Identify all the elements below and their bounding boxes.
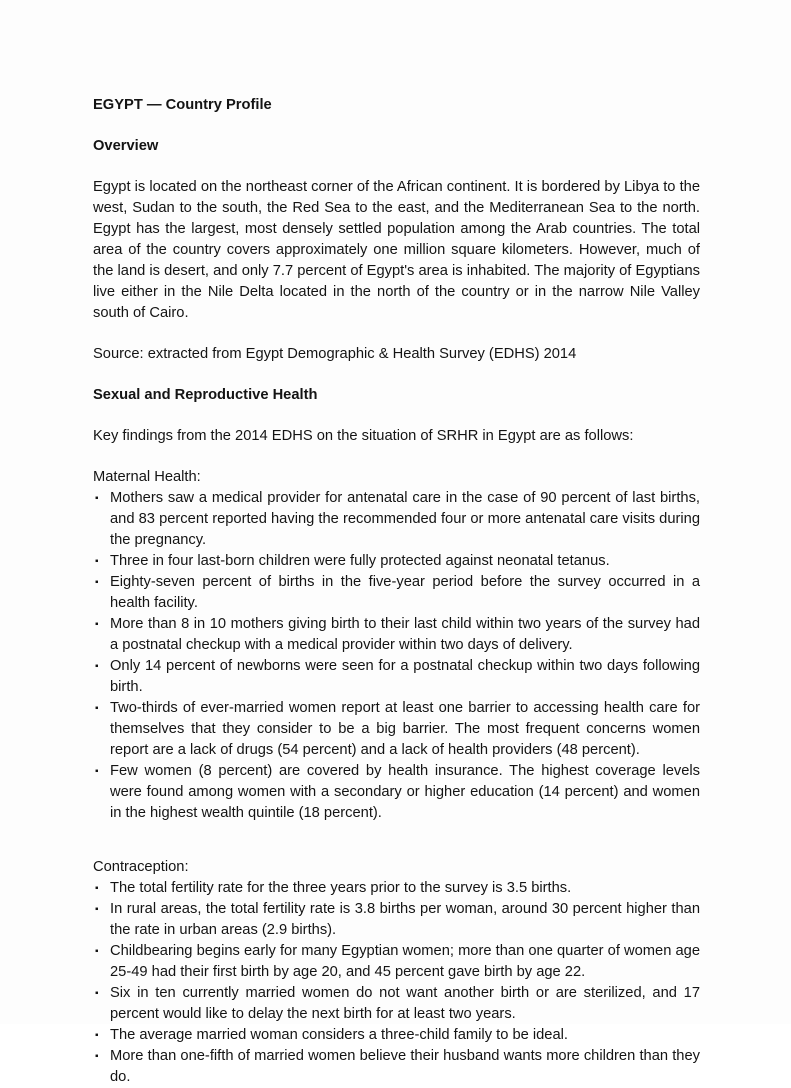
list-item-text: Three in four last-born children were fully protected against neonatal tetanus. bbox=[110, 553, 610, 569]
bullet-icon: ▪ bbox=[95, 703, 99, 714]
list-item bbox=[93, 551, 700, 572]
bullet-icon: ▪ bbox=[95, 766, 99, 777]
key-findings-intro: Key findings from the 2014 EDHS on the situation of SRHR in Egypt are as follows: bbox=[93, 428, 634, 444]
list-item bbox=[93, 941, 700, 983]
bullet-icon: ▪ bbox=[95, 883, 99, 894]
bullet-icon: ▪ bbox=[95, 904, 99, 915]
list-item bbox=[93, 899, 700, 941]
list-item-text: Eighty-seven percent of births in the five-year period before the survey occurred in a health facility. bbox=[110, 574, 700, 611]
list-item bbox=[93, 1025, 700, 1046]
contraception-list bbox=[93, 878, 700, 1088]
bullet-icon: ▪ bbox=[95, 1030, 99, 1041]
list-item-text: In rural areas, the total fertility rate is 3.8 births per woman, around 30 percent higher than the rate in urban areas (2.9 births). bbox=[110, 901, 700, 938]
bullet-icon: ▪ bbox=[95, 577, 99, 588]
source-line: Source: extracted from Egypt Demographic & Health Survey (EDHS) 2014 bbox=[93, 346, 577, 362]
list-item bbox=[93, 878, 700, 899]
list-item-text: The average married woman considers a three-child family to be ideal. bbox=[110, 1027, 568, 1043]
list-item bbox=[93, 488, 700, 551]
bullet-icon: ▪ bbox=[95, 1051, 99, 1062]
list-item bbox=[93, 1046, 700, 1088]
list-item-text: Two-thirds of ever-married women report at least one barrier to accessing health care for themselves that they consider to be a big barrier. The most frequent concerns women report are a lack of drugs (54 percent) and a lack of health providers (48 percent). bbox=[110, 700, 700, 758]
bullet-icon: ▪ bbox=[95, 988, 99, 999]
list-item-text: The total fertility rate for the three years prior to the survey is 3.5 births. bbox=[110, 880, 572, 896]
list-item bbox=[93, 983, 700, 1025]
list-item bbox=[93, 698, 700, 761]
srh-heading: Sexual and Reproductive Health bbox=[93, 387, 318, 403]
list-item bbox=[93, 656, 700, 698]
list-item bbox=[93, 614, 700, 656]
list-item-text: More than 8 in 10 mothers giving birth to their last child within two years of the survey had a postnatal checkup with a medical provider within two days of delivery. bbox=[110, 616, 700, 653]
overview-paragraph: Egypt is located on the northeast corner of the African continent. It is bordered by Libya to the west, Sudan to the south, the Red Sea to the east, and the Mediterranean Sea to the north. Egypt has the largest, most densely settled population among the Arab countries. The total area of the country covers approximately one million square kilometers. However, much of the land is desert, and only 7.7 percent of Egypt's area is inhabited. The majority of Egyptians live either in the Nile Delta located in the north of the country or in the narrow Nile Valley south of Cairo. bbox=[93, 179, 700, 321]
list-item bbox=[93, 572, 700, 614]
document-title: EGYPT — Country Profile bbox=[93, 97, 272, 113]
bullet-icon: ▪ bbox=[95, 946, 99, 957]
list-item-text: Mothers saw a medical provider for antenatal care in the case of 90 percent of last births, and 83 percent reported having the recommended four or more antenatal care visits during the pregnancy. bbox=[110, 490, 700, 548]
contraception-label: Contraception: bbox=[93, 859, 189, 875]
bullet-icon: ▪ bbox=[95, 619, 99, 630]
list-item-text: Six in ten currently married women do not want another birth or are sterilized, and 17 percent would like to delay the next birth for at least two years. bbox=[110, 985, 700, 1022]
list-item-text: More than one-fifth of married women believe their husband wants more children than they do. bbox=[110, 1048, 700, 1085]
list-item-text: Childbearing begins early for many Egyptian women; more than one quarter of women age 25-49 had their first birth by age 20, and 45 percent gave birth by age 22. bbox=[110, 943, 700, 980]
list-item-text: Few women (8 percent) are covered by health insurance. The highest coverage levels were found among women with a secondary or higher education (14 percent) and women in the highest wealth quintile (18 percent). bbox=[110, 763, 700, 821]
bullet-icon: ▪ bbox=[95, 661, 99, 672]
bullet-icon: ▪ bbox=[95, 556, 99, 567]
bullet-icon: ▪ bbox=[95, 493, 99, 504]
list-item bbox=[93, 761, 700, 824]
maternal-health-label: Maternal Health: bbox=[93, 469, 201, 485]
maternal-health-list bbox=[93, 488, 700, 824]
list-item-text: Only 14 percent of newborns were seen for a postnatal checkup within two days following birth. bbox=[110, 658, 700, 695]
overview-heading: Overview bbox=[93, 138, 159, 154]
